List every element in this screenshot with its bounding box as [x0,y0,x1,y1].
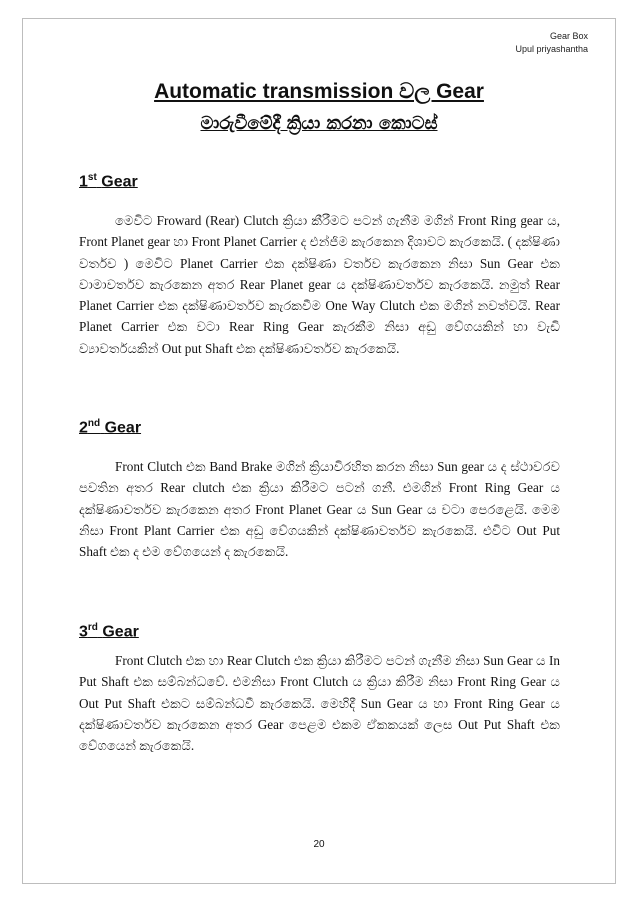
section-ordinal: st [87,172,97,183]
section-number: 3 [79,623,88,641]
page-title: Automatic transmission වල Gear [154,80,484,103]
section-number: 2 [79,419,88,437]
section-heading-2nd-gear [79,418,141,437]
section-ordinal: nd [87,418,101,429]
page-number: 20 [313,839,325,850]
section-ordinal: rd [87,622,98,633]
section-paragraph-2nd-gear: Front Clutch එක Band Brake මගින් ක්‍රියාවිරහිත කරන නිසා Sun gear ය ද ස්ථාවරව පවතින අතර Rear clutch එක ක්‍රියා කිරීමට පටන් ගනී. එමගින් Front Ring Gear ය දක්ෂිණාවර්තව කැරකෙන අතර Front Planet Gear ය Sun Gear ය වටා පෙරළෙයි. මෙම නිසා Front Plant Carrier එක අඩු වේගයකින් දක්ෂිණාවර්තව කැරකෙයි. එවිට Out Put Shaft එක ද එම වේගයෙන් ද කැරකෙයි. [79,459,560,560]
section-number: 1 [79,173,88,191]
header-author: Upul priyashantha [515,44,588,54]
section-label: Gear [104,419,142,437]
section-heading-3rd-gear [79,622,139,641]
section-label: Gear [101,173,138,191]
page-subtitle: මාරුවීමේදී ක්‍රියා කරනා කොටස් [200,113,438,134]
section-heading-1st-gear [79,172,138,191]
section-paragraph-3rd-gear: Front Clutch එක හා Rear Clutch එක ක්‍රියා කිරීමට පටන් ගැනීම නිසා Sun Gear ය In Put Shaft එක සම්බන්ධවේ. එමනිසා Front Clutch ය ක්‍රියා කිරීම නිසා Front Ring Gear ය Out Put Shaft එකට සම්බන්ධවී කැරකෙයි. මෙහිදී Sun Gear ය හා Front Ring Gear ය දක්ෂිණාවර්තව කැරකෙන අතර Gear පෙළම එකම ඒකකයක් ලෙස Out Put Shaft එක වේගයෙන් කැරකෙයි. [79,653,560,754]
header-topic: Gear Box [549,31,588,41]
running-header [515,30,588,56]
section-paragraph-1st-gear: මෙවිට Froward (Rear) Clutch ක්‍රියා කීරීමට පටන් ගැනීම මගින් Front Ring gear ය, Front Planet gear හා Front Planet Carrier ද එන්ජිම කැරකෙන දිශාවට කැරකෙයි. ( දක්ෂිණා වර්තව ) මෙවිට Planet Carrier එක දක්ෂිණා වර්තව කැරකෙන නිසා Sun Gear එක වාමාවර්තව කැරකෙන අතර Rear Planet gear ය දක්ෂිණාවර්තව කැරකෙයි. නමුත් Rear Planet Carrier එක දක්ෂිණාවර්තව කැරකවීම One Way Clutch එක මගින් නවත්වයි. Rear Planet Carrier එක වටා Rear Ring Gear කැරකීම නිසා අඩු වේගයකින් හා වැඩි ව්‍යාවර්තයකින් Out put Shaft එක දක්ෂිණාවර්තව කැරකෙයි. [79,213,560,356]
section-label: Gear [102,623,139,641]
